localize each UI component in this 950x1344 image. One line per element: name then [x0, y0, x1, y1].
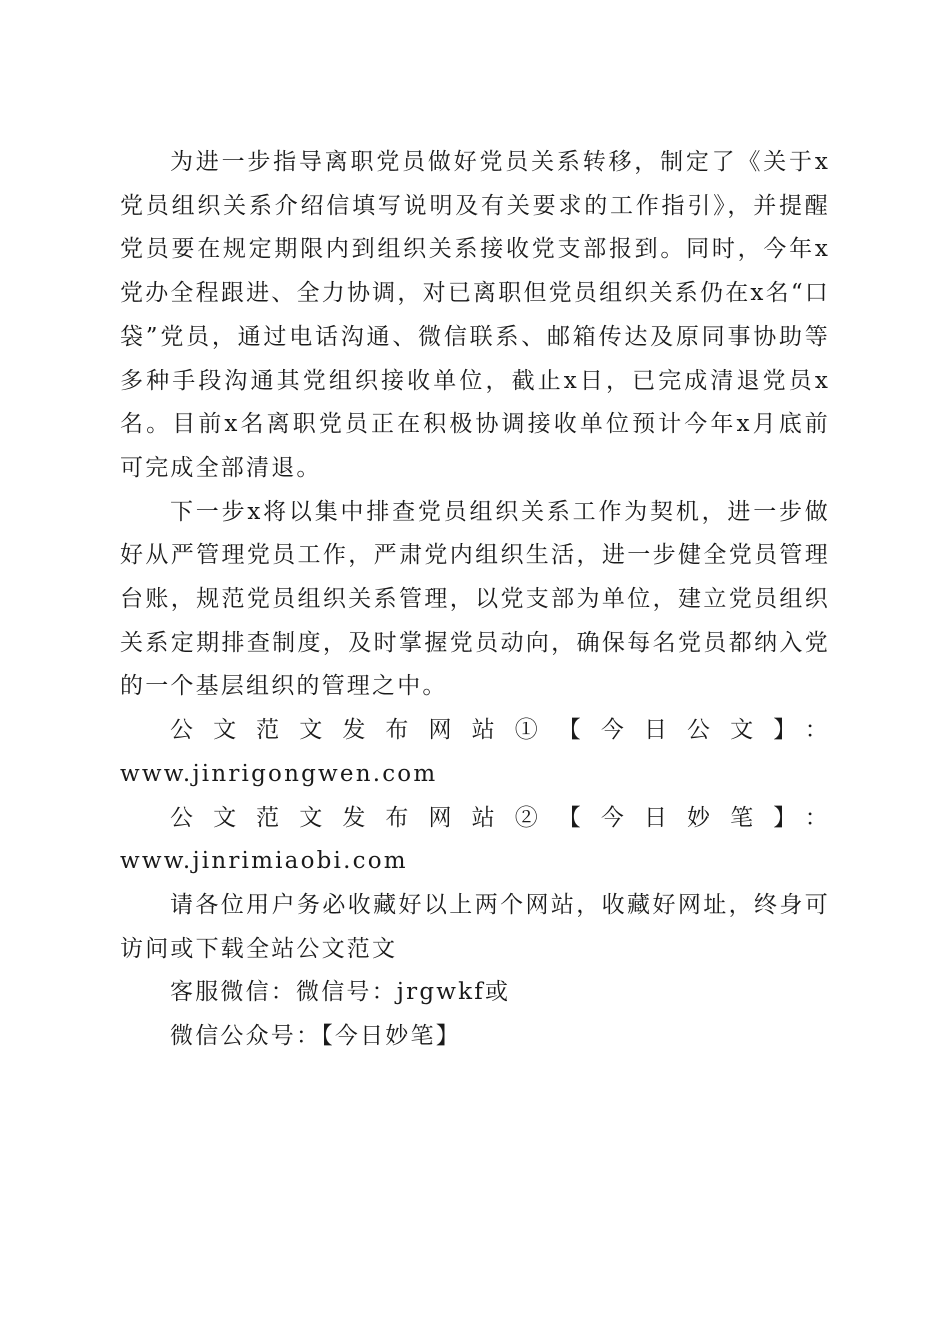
body-paragraph-2: 下一步x将以集中排查党员组织关系工作为契机，进一步做好从严管理党员工作，严肃党内组织生活，进一步健全党员管理台账，规范党员组织关系管理，以党支部为单位，建立党员组织关系定期排查制度，及时掌握党员动向，确保每名党员都纳入党的一个基层组织的管理之中。 [120, 498, 830, 700]
bookmark-notice: 请各位用户务必收藏好以上两个网站，收藏好网址，终身可访问或下载全站公文范文 [120, 891, 830, 962]
service-wechat: 客服微信：微信号：jrgwkf或 [170, 979, 511, 1006]
official-account: 微信公众号：【今日妙笔】 [170, 1023, 461, 1050]
site-2-line: 公文范文发布网站②【今日妙笔】：www.jinrimiaobi.com [120, 804, 830, 875]
site-1-label: 公文范文发布网站①【今日公文】： [170, 717, 830, 744]
body-paragraph-1: 为进一步指导离职党员做好党员关系转移，制定了《关于x党员组织关系介绍信填写说明及有关要求的工作指引》，并提醒党员要在规定期限内到组织关系接收党支部报到。同时，今年x党办全程跟进、全力协调，对已离职但党员组织关系仍在x名“口袋”党员，通过电话沟通、微信联系、邮箱传达及原同事协助等多种手段沟通其党组织接收单位，截止x日，已完成清退党员x名。目前x名离职党员正在积极协调接收单位预计今年x月底前可完成全部清退。 [120, 149, 830, 481]
document-page [120, 141, 830, 1059]
site-1-url: www.jinrigongwen.com [120, 760, 438, 787]
